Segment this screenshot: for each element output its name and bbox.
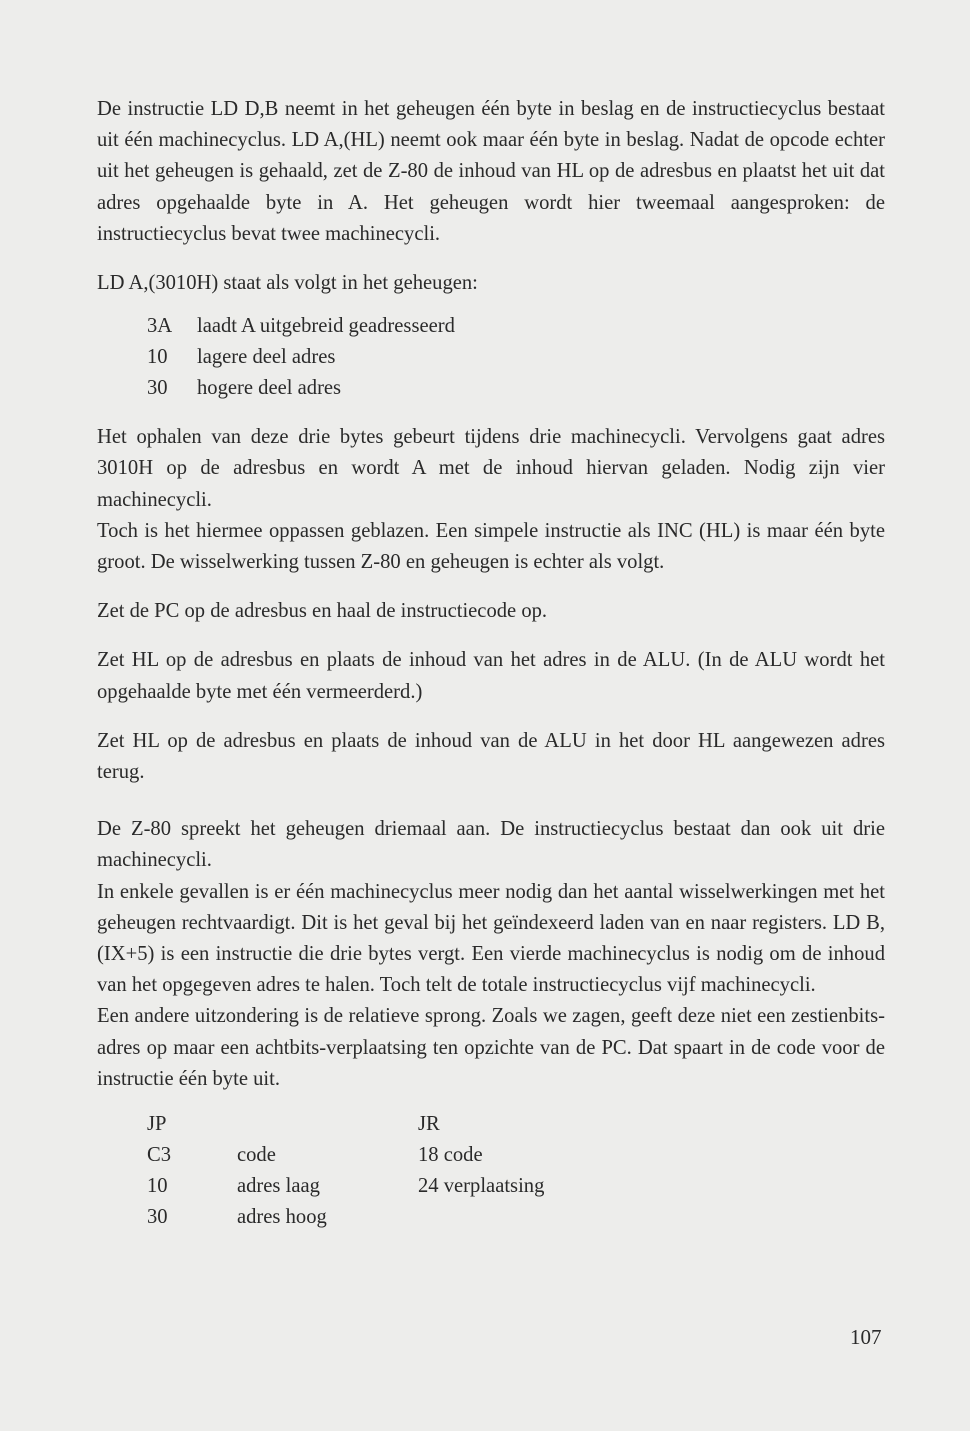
description-cell: lagere deel adres xyxy=(197,346,336,369)
table-row xyxy=(97,1202,885,1233)
description-cell: laadt A uitgebreid geadresseerd xyxy=(197,315,455,338)
jp-code-cell: 10 xyxy=(147,1175,168,1198)
jr-cell: 18 code xyxy=(418,1144,483,1167)
table-row xyxy=(97,342,885,373)
opcode-cell: 10 xyxy=(147,346,168,369)
description-cell: hogere deel adres xyxy=(197,377,342,400)
jp-code-cell: C3 xyxy=(147,1144,172,1167)
opcode-cell: 30 xyxy=(147,377,168,400)
paragraph: LD A,(3010H) staat als volgt in het geheugen: xyxy=(97,272,478,295)
table-row xyxy=(97,373,885,404)
jp-code-cell: JP xyxy=(147,1113,167,1136)
paragraph: Het ophalen van deze drie bytes gebeurt tijdens drie machinecycli. Vervolgens gaat adres 3010H op de adresbus en wordt A met de inhoud hiervan geladen. Nodig zijn vier machinecycli. xyxy=(97,426,885,511)
paragraph: Zet de PC op de adresbus en haal de instructiecode op. xyxy=(97,600,548,623)
paragraph: Toch is het hiermee oppassen geblazen. Een simpele instructie als INC (HL) is maar één byte groot. De wisselwerking tussen Z-80 en geheugen is echter als volgt. xyxy=(97,519,885,574)
jp-desc-cell: code xyxy=(237,1144,276,1167)
table-row xyxy=(97,1171,885,1202)
jp-desc-cell: adres laag xyxy=(237,1175,320,1198)
table-row xyxy=(97,1140,885,1171)
jump-comparison-table xyxy=(97,1109,885,1233)
page-body xyxy=(97,94,885,1233)
jp-desc-cell: adres hoog xyxy=(237,1206,327,1229)
paragraph: De instructie LD D,B neemt in het geheugen één byte in beslag en de instructiecyclus bestaat uit één machinecyclus. LD A,(HL) neemt ook maar één byte in beslag. Nadat de opcode echter uit het geheugen is gehaald, zet de Z-80 de inhoud van HL op de adresbus en plaatst het uit dat adres opgehaalde byte in A. Het geheugen wordt hier tweemaal aangesproken: de instructiecyclus bevat twee machinecycli. xyxy=(97,98,885,245)
paragraph: Zet HL op de adresbus en plaats de inhoud van de ALU in het door HL aangewezen adres terug. xyxy=(97,729,885,784)
paragraph: In enkele gevallen is er één machinecyclus meer nodig dan het aantal wisselwerkingen met het geheugen rechtvaardigt. Dit is het geval bij het geïndexeerd laden van en naar registers. LD B,(IX+5) is een instructie die drie bytes vergt. Een vierde machinecyclus is nodig om de inhoud van het opgegeven adres te halen. Toch telt de totale instructiecyclus vijf machinecycli. xyxy=(97,880,885,997)
paragraph: Een andere uitzondering is de relatieve sprong. Zoals we zagen, geeft deze niet een zestienbits-adres op maar een achtbits-verplaatsing ten opzichte van de PC. Dat spaart in de code voor de instructie één byte uit. xyxy=(97,1005,885,1090)
paragraph: Zet HL op de adresbus en plaats de inhoud van het adres in de ALU. (In de ALU wordt het opgehaalde byte met één vermeerderd.) xyxy=(97,649,885,703)
jp-desc-cell xyxy=(237,1109,418,1140)
opcode-cell: 3A xyxy=(147,315,173,338)
jp-code-cell: 30 xyxy=(147,1206,168,1229)
table-row xyxy=(97,1109,885,1140)
jr-cell: JR xyxy=(418,1113,440,1136)
page-number: 107 xyxy=(850,1325,882,1349)
jr-cell: 24 verplaatsing xyxy=(418,1175,545,1198)
opcode-table xyxy=(97,311,885,404)
paragraph: De Z-80 spreekt het geheugen driemaal aan. De instructiecyclus bestaat dan ook uit drie machinecycli. xyxy=(97,818,885,872)
table-row xyxy=(97,311,885,342)
